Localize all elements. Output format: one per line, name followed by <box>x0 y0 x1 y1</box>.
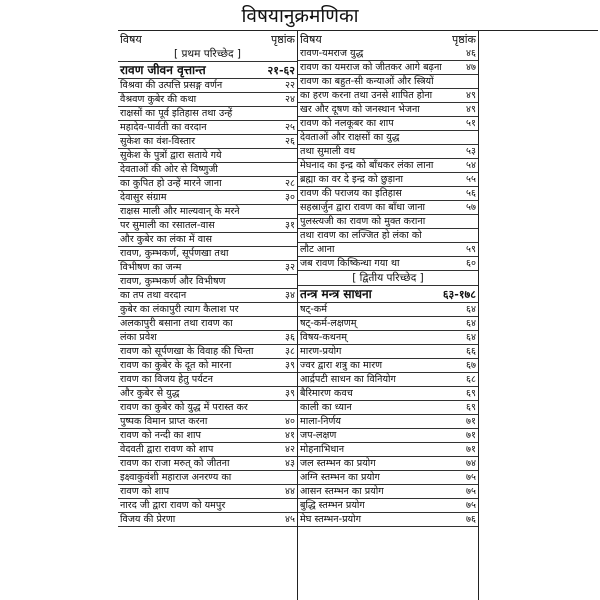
subject-heading: विषय <box>300 33 322 46</box>
index-entry <box>298 345 478 359</box>
entry-text: तथा सुमाली वध <box>300 146 356 157</box>
chapter-title: तन्त्र मन्त्र साधना <box>300 287 372 301</box>
right-entry-list-second <box>298 303 478 527</box>
entry-text: रावण का यमराज को जीतकर आगे बढ़ना <box>300 62 442 73</box>
index-entry <box>298 257 478 271</box>
entry-page-number: ४७ <box>466 62 476 73</box>
entry-page-number: ४१ <box>285 430 295 441</box>
entry-text: रावण को सूर्पणखा के विवाह की चिन्ता <box>120 346 254 357</box>
entry-page-number: ५५ <box>466 174 476 185</box>
index-entry <box>298 443 478 457</box>
entry-page-number: २२ <box>285 80 295 91</box>
index-entry <box>298 145 478 159</box>
entry-text: देवताओं की ओर से विष्णुजी <box>120 164 218 175</box>
page-title: विषयानुक्रमणिका <box>241 5 359 27</box>
index-entry <box>298 47 478 61</box>
index-entry <box>118 261 297 275</box>
entry-text: बैरिमारण कवच <box>300 388 353 399</box>
entry-page-number: ५९ <box>466 244 476 255</box>
index-entry <box>298 215 478 229</box>
entry-page-number: ४२ <box>285 444 295 455</box>
index-entry <box>118 415 297 429</box>
entry-page-number: ६९ <box>466 402 476 413</box>
entry-page-number: ४३ <box>285 458 295 469</box>
index-entry <box>118 247 297 261</box>
chapter-title: रावण जीवन वृत्तान्त <box>120 63 206 77</box>
chapter-page-range: ६३-१७८ <box>442 288 476 301</box>
entry-page-number: ३९ <box>285 360 295 371</box>
entry-page-number: ६७ <box>466 360 476 371</box>
index-entry <box>118 513 297 527</box>
entry-page-number: ७१ <box>466 430 476 441</box>
entry-text: पुष्पक विमान प्राप्त करना <box>120 416 208 427</box>
right-entry-list <box>298 47 478 271</box>
index-entry <box>298 317 478 331</box>
entry-page-number: ४९ <box>466 90 476 101</box>
index-entry <box>298 229 478 243</box>
entry-text: विभीषण का जन्म <box>120 262 182 273</box>
entry-text: रावण का बहुत-सी कन्याओं और स्त्रियों <box>300 76 434 87</box>
index-entry <box>298 485 478 499</box>
index-entry <box>298 429 478 443</box>
entry-page-number: ६९ <box>466 388 476 399</box>
index-entry <box>298 415 478 429</box>
entry-page-number: ५३ <box>466 146 476 157</box>
entry-text: काली का ध्यान <box>300 402 352 413</box>
entry-text: मेघनाद का इन्द्र को बाँधकर लंका लाना <box>300 160 434 171</box>
section-heading-first: [ प्रथम परिच्छेद ] <box>118 47 297 62</box>
entry-page-number: २८ <box>285 178 295 189</box>
section-heading-second: [ द्वितीय परिच्छेद ] <box>298 271 478 286</box>
index-entry <box>298 243 478 257</box>
entry-text: का तप तथा वरदान <box>120 290 187 301</box>
index-entry <box>298 359 478 373</box>
entry-text: महादेव-पार्वती का वरदान <box>120 122 207 133</box>
index-entry <box>298 103 478 117</box>
entry-text: रावण को नन्दी का शाप <box>120 430 201 441</box>
index-entry <box>298 401 478 415</box>
left-entry-list <box>118 79 297 527</box>
right-column-header <box>298 31 478 47</box>
index-entry <box>118 373 297 387</box>
entry-page-number: ३८ <box>285 346 295 357</box>
entry-text: मोहनाभिधान <box>300 444 345 455</box>
entry-page-number: ६८ <box>466 374 476 385</box>
entry-page-number: ६४ <box>466 304 476 315</box>
entry-text: रावण का कुबेर को युद्ध में परास्त कर <box>120 402 248 413</box>
entry-text: षट्-कर्म <box>300 304 327 315</box>
entry-text: ब्रह्मा का वर दे इन्द्र को छुड़ाना <box>300 174 403 185</box>
index-entry <box>118 149 297 163</box>
index-entry <box>298 187 478 201</box>
index-entry <box>118 303 297 317</box>
entry-page-number: ७१ <box>466 416 476 427</box>
entry-page-number: ७४ <box>466 458 476 469</box>
entry-page-number: २५ <box>285 122 295 133</box>
entry-text: आर्द्रपटी साधन का विनियोग <box>300 374 396 385</box>
chapter-heading-tantra <box>298 286 478 303</box>
entry-text: और कुबेर से युद्ध <box>120 388 180 399</box>
entry-text: रावण को शाप <box>120 486 170 497</box>
entry-text: कुबेर का लंकापुरी त्याग कैलाश पर <box>120 304 239 315</box>
entry-text: पुलस्त्यजी का रावण को मुक्त कराना <box>300 216 426 227</box>
index-entry <box>298 89 478 103</box>
entry-text: विजय की प्रेरणा <box>120 514 176 525</box>
entry-text: ज्वर द्वारा शत्रु का मारण <box>300 360 383 371</box>
entry-page-number: ७५ <box>466 500 476 511</box>
entry-page-number: ५७ <box>466 202 476 213</box>
index-entry <box>118 177 297 191</box>
index-entry <box>298 61 478 75</box>
entry-text: वैश्रवण कुबेर की कथा <box>120 94 197 105</box>
index-entry <box>118 471 297 485</box>
entry-page-number: ३० <box>285 192 295 203</box>
index-entry <box>118 387 297 401</box>
entry-text: राक्षस माली और माल्यवान् के मरने <box>120 206 240 217</box>
entry-page-number: ७६ <box>466 514 476 525</box>
index-entry <box>298 331 478 345</box>
index-entry <box>298 159 478 173</box>
left-column-header <box>118 31 297 47</box>
index-entry <box>118 443 297 457</box>
entry-text: षट्-कर्म-लक्षणम् <box>300 318 357 329</box>
index-entry <box>298 117 478 131</box>
entry-page-number: ७१ <box>466 444 476 455</box>
entry-text: रावण, कुम्भकर्ण, सूर्पणखा तथा <box>120 248 229 259</box>
index-entry <box>118 205 297 219</box>
index-entry <box>118 93 297 107</box>
index-entry <box>298 303 478 317</box>
entry-page-number: ३६ <box>285 332 295 343</box>
index-entry <box>118 401 297 415</box>
entry-text: लौट आना <box>300 244 335 255</box>
index-entry <box>298 471 478 485</box>
entry-page-number: ७५ <box>466 486 476 497</box>
entry-text: राक्षसों का पूर्व इतिहास तथा उन्हें <box>120 108 233 119</box>
index-entry <box>118 331 297 345</box>
index-entry <box>118 317 297 331</box>
entry-text: जप-लक्षण <box>300 430 337 441</box>
entry-text: सहस्रार्जुन द्वारा रावण का बाँधा जाना <box>300 202 426 213</box>
entry-text: का कुपित हो उन्हें मारने जाना <box>120 178 222 189</box>
entry-text: मेघ स्तम्भन-प्रयोग <box>300 514 361 525</box>
index-entry <box>298 131 478 145</box>
left-column <box>118 31 298 600</box>
index-entry <box>118 121 297 135</box>
entry-text: अग्नि स्तम्भन का प्रयोग <box>300 472 380 483</box>
entry-page-number: ६४ <box>466 332 476 343</box>
entry-text: माला-निर्णय <box>300 416 341 427</box>
entry-page-number: ३१ <box>285 220 295 231</box>
entry-text: रावण की पराजय का इतिहास <box>300 188 402 199</box>
entry-text: जल स्तम्भन का प्रयोग <box>300 458 376 469</box>
index-entry <box>298 373 478 387</box>
entry-text: अलकापुरी बसाना तथा रावण का <box>120 318 233 329</box>
entry-text: विषय-कथनम् <box>300 332 347 343</box>
entry-text: खर और दूषण को जनस्थान भेजना <box>300 104 420 115</box>
right-column <box>298 31 479 600</box>
entry-page-number: २४ <box>285 94 295 105</box>
index-entry <box>118 79 297 93</box>
entry-page-number: ७५ <box>466 472 476 483</box>
entry-text: विश्रवा की उत्पत्ति प्रसङ्ग वर्णन <box>120 80 223 91</box>
entry-page-number: ४५ <box>285 514 295 525</box>
entry-page-number: ४९ <box>466 104 476 115</box>
index-entry <box>118 135 297 149</box>
entry-text: रावण-यमराज युद्ध <box>300 48 364 59</box>
entry-text: रावण, कुम्भकर्ण और विभीषण <box>120 276 226 287</box>
entry-page-number: ६० <box>466 258 476 269</box>
entry-page-number: ६६ <box>466 346 476 357</box>
entry-text: रावण का विजय हेतु पर्यटन <box>120 374 213 385</box>
entry-text: पर सुमाली का रसातल-वास <box>120 220 215 231</box>
entry-page-number: ४४ <box>285 486 295 497</box>
index-entry <box>298 499 478 513</box>
entry-page-number: ४० <box>285 416 295 427</box>
entry-text: रावण को नलकूबर का शाप <box>300 118 394 129</box>
entry-page-number: ३९ <box>285 388 295 399</box>
entry-text: देवासुर संग्राम <box>120 192 167 203</box>
index-entry <box>118 191 297 205</box>
entry-text: और कुबेर का लंका में वास <box>120 234 213 245</box>
index-entry <box>118 219 297 233</box>
entry-text: सुकेश का वंश-विस्तार <box>120 136 196 147</box>
entry-text: तथा रावण का लज्जित हो लंका को <box>300 230 422 241</box>
index-entry <box>118 457 297 471</box>
page-heading: पृष्ठांक <box>451 33 476 46</box>
index-entry <box>118 499 297 513</box>
index-entry <box>118 107 297 121</box>
entry-text: रावण का कुबेर के दूत को मारना <box>120 360 232 371</box>
entry-text: नारद जी द्वारा रावण को यमपुर <box>120 500 226 511</box>
entry-page-number: ४६ <box>466 48 476 59</box>
entry-text: बुद्धि स्तम्भन प्रयोग <box>300 500 365 511</box>
entry-text: रावण का राजा मरुत् को जीतना <box>120 458 230 469</box>
entry-page-number: ५४ <box>466 160 476 171</box>
index-entry <box>298 173 478 187</box>
index-entry <box>118 485 297 499</box>
entry-text: देवताओं और राक्षसों का युद्ध <box>300 132 400 143</box>
entry-text: जब रावण किष्किन्धा गया था <box>300 258 400 269</box>
entry-page-number: ६४ <box>466 318 476 329</box>
entry-page-number: ५१ <box>466 118 476 129</box>
index-entry <box>118 275 297 289</box>
index-entry <box>118 345 297 359</box>
entry-page-number: ३२ <box>285 262 295 273</box>
index-entry <box>298 387 478 401</box>
entry-text: इक्ष्वाकुवंशी महाराज अनरण्य का <box>120 472 232 483</box>
chapter-page-range: २१-६२ <box>267 64 295 77</box>
entry-text: मारण-प्रयोग <box>300 346 342 357</box>
entry-text: वेदवती द्वारा रावण को शाप <box>120 444 214 455</box>
index-entry <box>118 359 297 373</box>
index-entry <box>298 513 478 527</box>
entry-page-number: ३४ <box>285 290 295 301</box>
page-heading: पृष्ठांक <box>270 33 295 46</box>
index-entry <box>298 201 478 215</box>
entry-text: लंका प्रवेश <box>120 332 157 343</box>
index-entry <box>118 429 297 443</box>
entry-text: सुकेश के पुत्रों द्वारा सताये गये <box>120 150 222 161</box>
chapter-heading-ravan <box>118 62 297 79</box>
entry-text: का हरण करना तथा उनसे शापित होना <box>300 90 433 101</box>
entry-text: आसन स्तम्भन का प्रयोग <box>300 486 384 497</box>
index-entry <box>118 163 297 177</box>
index-entry <box>118 289 297 303</box>
index-entry <box>298 457 478 471</box>
index-entry <box>118 233 297 247</box>
entry-page-number: २६ <box>285 136 295 147</box>
index-entry <box>298 75 478 89</box>
entry-page-number: ५६ <box>466 188 476 199</box>
subject-heading: विषय <box>120 33 142 46</box>
